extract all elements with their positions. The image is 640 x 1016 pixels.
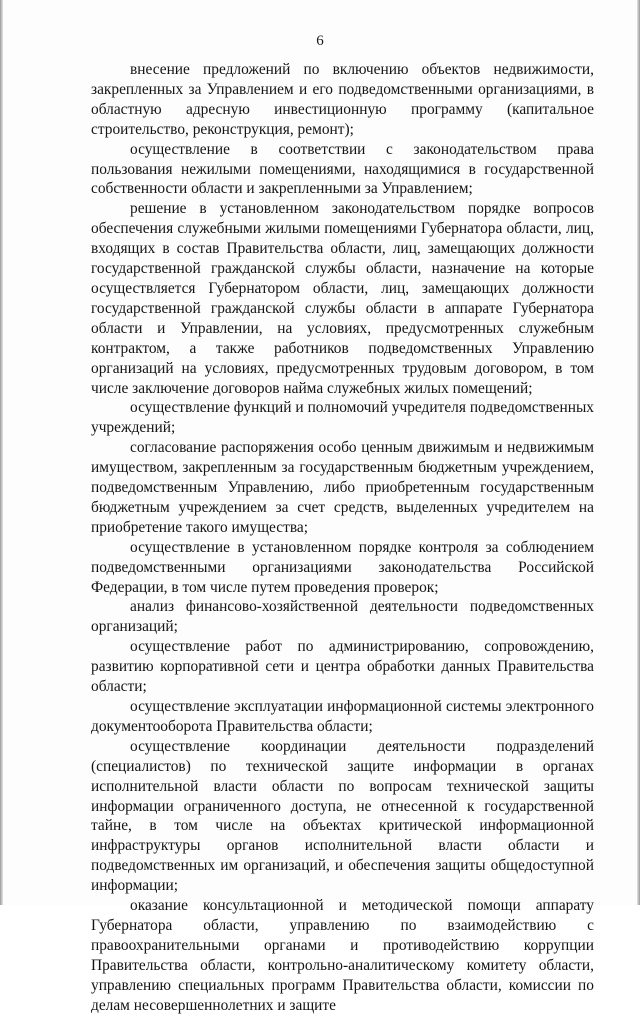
paragraph: осуществление координации деятельности подразделений (специалистов) по технической защите информации в органах исполнительной власти области по вопросам технической защиты информации ограниченного доступа, не отнесенной к государственной тайне, в том числе на объектах критической информационной инфраструктуры органов исполнительной власти области и подведомственных им организаций, и обеспечения защиты общедоступной информации;: [91, 737, 594, 895]
scan-edge-left: [0, 0, 3, 905]
paragraph: внесение предложений по включению объектов недвижимости, закрепленных за Управлением и его подведомственными организациями, в областную адресную инвестиционную программу (капитальное строительство, реконструкция, ремонт);: [91, 61, 594, 138]
page-number: 6: [316, 33, 324, 49]
paragraph: согласование распоряжения особо ценным движимым и недвижимым имуществом, закрепленным за государственным бюджетным учреждением, подведомственным Управлению, либо приобретенным государственным бюджетным учреждением за счет средств, выделенных учредителем на приобретение такого имущества;: [91, 439, 594, 536]
document-body: [91, 60, 594, 1016]
paragraph: оказание консультационной и методической помощи аппарату Губернатора области, управлению по взаимодействию с правоохранительными органами и противодействию коррупции Правительства области, контрольно-аналитическому комитету области, управлению специальных программ Правительства области, комиссии по делам несовершеннолетних и защите: [91, 897, 594, 1014]
paragraph: осуществление эксплуатации информационной системы электронного документооборота Правительства области;: [91, 698, 594, 735]
paragraph: осуществление в соответствии с законодательством права пользования нежилыми помещениями, находящимися в государственной собственности области и закрепленными за Управлением;: [91, 140, 594, 198]
paragraph: осуществление функций и полномочий учредителя подведомственных учреждений;: [91, 399, 594, 437]
paragraph: анализ финансово-хозяйственной деятельности подведомственных организаций;: [91, 598, 594, 636]
paragraph: осуществление работ по администрированию, сопровождению, развитию корпоративной сети и центра обработки данных Правительства области;: [91, 638, 594, 696]
paragraph: осуществление в установленном порядке контроля за соблюдением подведомственными организациями законодательства Российской Федерации, в том числе путем проведения проверок;: [91, 538, 594, 596]
paragraph: решение в установленном законодательством порядке вопросов обеспечения служебными жилыми помещениями Губернатора области, лиц, входящих в состав Правительства области, лиц, замещающих должности государственной гражданской службы области, назначение на которые осуществляется Губернатором области, лиц, замещающих должности государственной гражданской службы области в аппарате Губернатора области и Управлении, на условиях, предусмотренных служебным контрактом, а также работников подведомственных Управлению организаций на условиях, предусмотренных трудовым договором, в том числе заключение договоров найма служебных жилых помещений;: [91, 200, 594, 397]
